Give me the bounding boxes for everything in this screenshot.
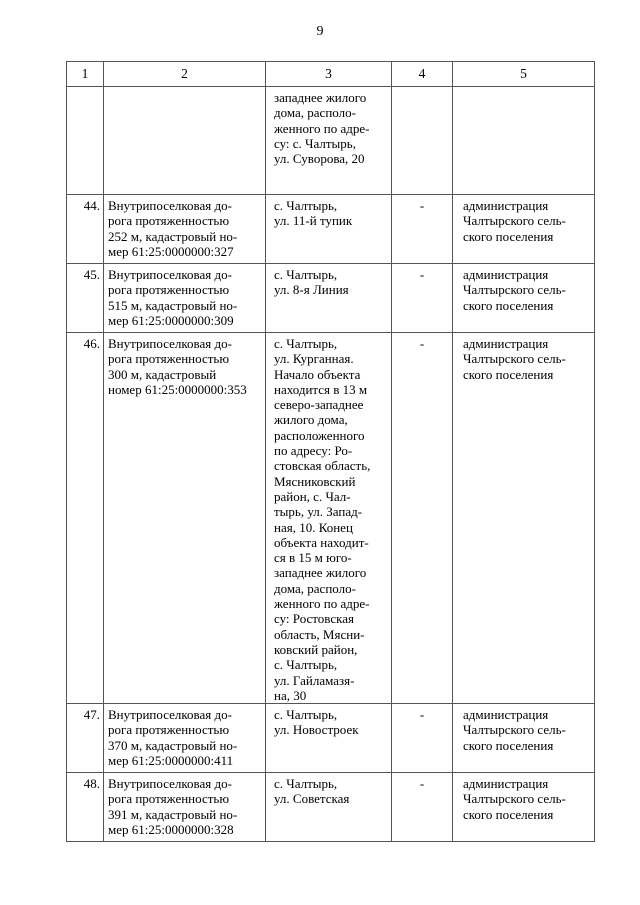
row-number: 46. [67,333,104,704]
table-row [67,333,595,704]
column-header-4: 4 [392,62,453,87]
column-4-value: - [392,264,453,333]
object-owner: администрация Чалтырского сель- ского поселения [453,704,595,773]
header-row [67,62,595,87]
object-address: с. Чалтырь, ул. Советская [266,773,392,842]
object-address: с. Чалтырь, ул. Новостроек [266,704,392,773]
registry-table [66,61,595,842]
column-header-2: 2 [104,62,266,87]
table-header [67,62,595,87]
object-owner: администрация Чалтырского сель- ского поселения [453,333,595,704]
column-4-value [392,87,453,195]
column-4-value: - [392,704,453,773]
column-4-value: - [392,333,453,704]
object-address: с. Чалтырь, ул. 11-й тупик [266,195,392,264]
column-header-1: 1 [67,62,104,87]
object-name: Внутрипоселковая до- рога протяженностью 252 м, кадастровый но- мер 61:25:0000000:327 [104,195,266,264]
object-owner: администрация Чалтырского сель- ского поселения [453,195,595,264]
object-owner: администрация Чалтырского сель- ского поселения [453,264,595,333]
table-row [67,264,595,333]
column-header-3: 3 [266,62,392,87]
column-header-5: 5 [453,62,595,87]
page-number: 9 [316,24,324,39]
object-name: Внутрипоселковая до- рога протяженностью 391 м, кадастровый но- мер 61:25:0000000:328 [104,773,266,842]
column-4-value: - [392,773,453,842]
object-address: с. Чалтырь, ул. Курганная. Начало объекта находится в 13 м северо-западнее жилого дома, расположенного по адресу: Ро- стовская область, Мясниковский район, с. Чал- тырь, ул. Запад- ная, 10. Конец объекта находит- ся в 15 м юго- западнее жилого дома, располо- женного по адре- су: Ростовская область, Мясни- ковский район, с. Чалтырь, ул. Гайламазя- на, 30 [266,333,392,704]
row-number: 44. [67,195,104,264]
column-4-value: - [392,195,453,264]
object-name: Внутрипоселковая до- рога протяженностью 515 м, кадастровый но- мер 61:25:0000000:309 [104,264,266,333]
object-name [104,87,266,195]
table-row [67,195,595,264]
row-number: 45. [67,264,104,333]
table-row [67,704,595,773]
object-owner: администрация Чалтырского сель- ского поселения [453,773,595,842]
table-body [67,87,595,842]
object-owner [453,87,595,195]
row-number: 48. [67,773,104,842]
object-address: с. Чалтырь, ул. 8-я Линия [266,264,392,333]
object-name: Внутрипоселковая до- рога протяженностью 300 м, кадастровый номер 61:25:0000000:353 [104,333,266,704]
table-row [67,87,595,195]
table-row [67,773,595,842]
row-number: 47. [67,704,104,773]
object-address: западнее жилого дома, располо- женного по адре- су: с. Чалтырь, ул. Суворова, 20 [266,87,392,195]
object-name: Внутрипоселковая до- рога протяженностью 370 м, кадастровый но- мер 61:25:0000000:411 [104,704,266,773]
row-number [67,87,104,195]
